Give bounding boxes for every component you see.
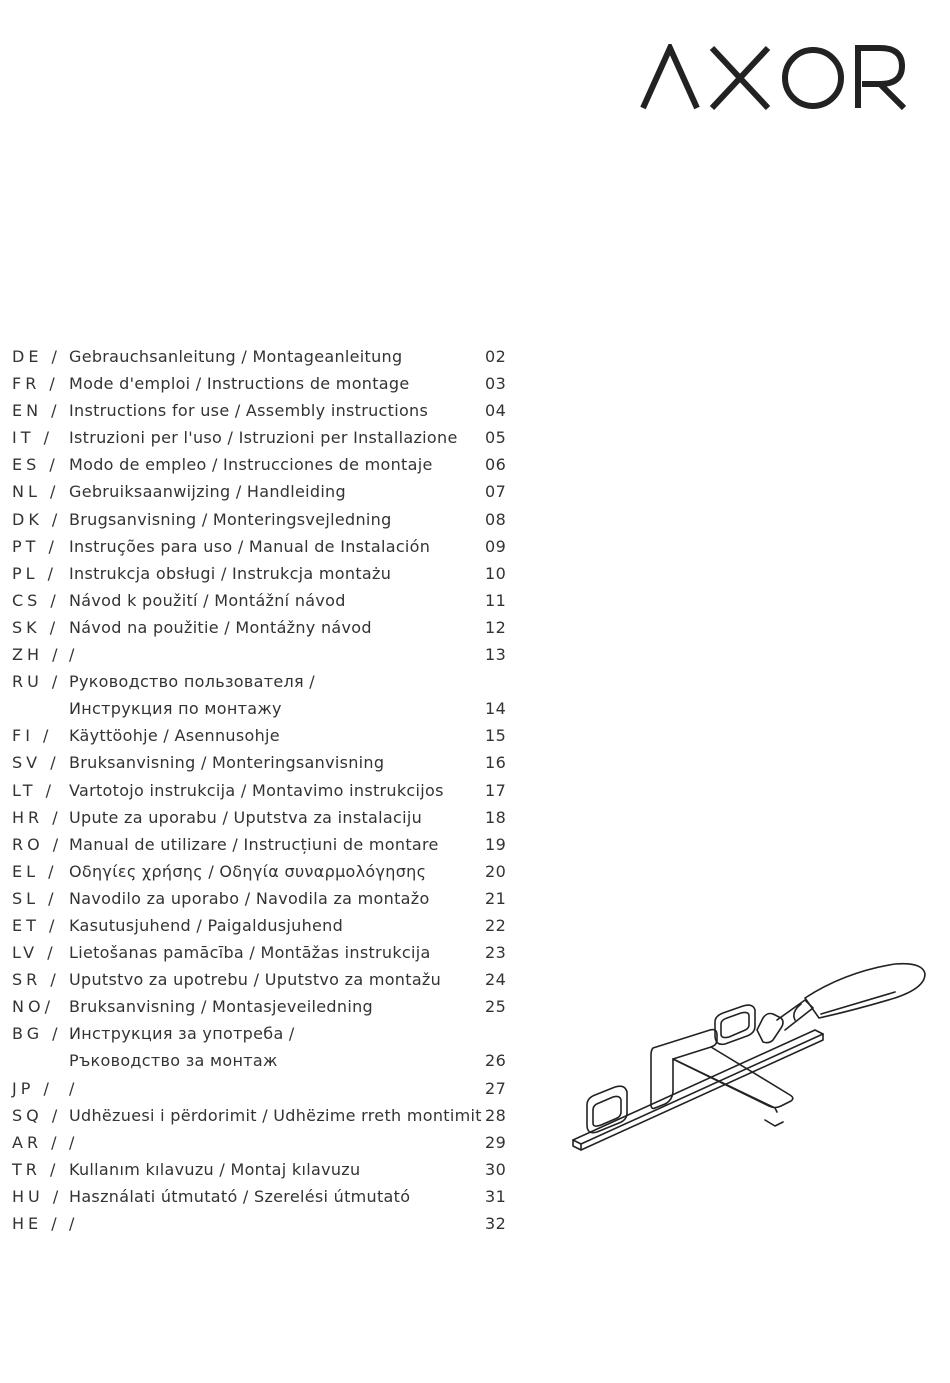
- toc-row: [12, 831, 512, 858]
- language-code: AR /: [12, 1132, 61, 1152]
- language-code: ZH /: [12, 645, 62, 665]
- document-title: Manual de utilizare / Instrucțiuni de montare: [69, 834, 439, 854]
- toc-row: [12, 804, 512, 831]
- toc-row: [12, 858, 512, 885]
- toc-row: [12, 641, 512, 668]
- document-title: Gebruiksaanwijzing / Handleiding: [69, 482, 346, 502]
- toc-row: [12, 912, 512, 939]
- language-code: HR /: [12, 807, 62, 827]
- page-number: 07: [485, 482, 507, 502]
- toc-row: [12, 885, 512, 912]
- language-code: DE /: [12, 347, 61, 366]
- language-code: RO /: [12, 834, 63, 854]
- toc-row: [12, 1102, 512, 1129]
- toc-row: [12, 424, 512, 451]
- toc-row: [12, 614, 512, 641]
- language-code: SK /: [12, 617, 60, 637]
- toc-row: [12, 506, 512, 533]
- language-code: NO/: [12, 997, 54, 1017]
- document-title: Инструкция за употреба /: [69, 1024, 295, 1044]
- page-number: 28: [485, 1105, 507, 1125]
- document-title: Udhëzuesi i përdorimit / Udhëzime rreth montimit: [69, 1105, 482, 1125]
- language-code: JP /: [12, 1078, 53, 1098]
- page-number: 08: [485, 509, 507, 529]
- document-title: Uputstvo za upotrebu / Uputstvo za montažu: [69, 970, 442, 990]
- language-code: RU /: [12, 672, 62, 692]
- document-title: /: [69, 645, 75, 665]
- toc-row: [12, 777, 512, 804]
- page-number: 16: [485, 753, 507, 773]
- document-title: Bruksanvisning / Montasjeveiledning: [69, 997, 373, 1017]
- document-title: Návod na použitie / Montážny návod: [69, 617, 372, 637]
- page-number: 04: [485, 401, 507, 421]
- language-code: SQ /: [12, 1105, 62, 1125]
- page-number: 30: [485, 1159, 507, 1179]
- language-code: HU /: [12, 1186, 63, 1206]
- language-code: TR /: [12, 1159, 60, 1179]
- language-code: IT /: [12, 428, 53, 448]
- page-number: 26: [485, 1051, 507, 1071]
- toc-row: [12, 1047, 512, 1074]
- document-title: Vartotojo instrukcija / Montavimo instrukcijos: [69, 780, 444, 800]
- page-number: 17: [485, 780, 507, 800]
- document-title: Gebrauchsanleitung / Montageanleitung: [69, 347, 403, 366]
- language-code: LT /: [12, 780, 55, 800]
- toc-row: [12, 722, 512, 749]
- document-title: Navodilo za uporabo / Navodila za montažo: [69, 888, 430, 908]
- toc-row: [12, 668, 512, 695]
- page-number: 29: [485, 1132, 507, 1152]
- toc-row: [12, 993, 512, 1020]
- document-title: Mode d'emploi / Instructions de montage: [69, 374, 410, 394]
- document-title: Οδηγίες χρήσης / Οδηγία συναρμολόγησης: [69, 861, 427, 881]
- language-code: CS /: [12, 590, 60, 610]
- language-index: [12, 343, 512, 1237]
- page-number: 22: [485, 915, 507, 935]
- toc-row: [12, 478, 512, 505]
- toc-row: [12, 587, 512, 614]
- axor-logo: [640, 44, 906, 110]
- document-title: Bruksanvisning / Monteringsanvisning: [69, 753, 385, 773]
- language-code: FR /: [12, 374, 59, 394]
- toc-row: [12, 370, 512, 397]
- language-code: FI /: [12, 726, 53, 746]
- page-number: 19: [485, 834, 507, 854]
- document-title: Návod k použití / Montážní návod: [69, 590, 346, 610]
- document-title: Brugsanvisning / Monteringsvejledning: [69, 509, 392, 529]
- document-title: Kullanım kılavuzu / Montaj kılavuzu: [69, 1159, 361, 1179]
- language-code: SR /: [12, 970, 60, 990]
- page-number: 03: [485, 374, 507, 394]
- language-code: SL /: [12, 888, 58, 908]
- faucet-illustration: [565, 960, 935, 1175]
- page-number: 11: [485, 590, 507, 610]
- toc-row: [12, 451, 512, 478]
- page-number: 10: [485, 563, 507, 583]
- language-code: EL /: [12, 861, 58, 881]
- page-number: 05: [485, 428, 507, 448]
- page-number: 23: [485, 943, 507, 963]
- language-code: ES /: [12, 455, 59, 475]
- page-number: 31: [485, 1186, 507, 1206]
- document-title: Kasutusjuhend / Paigaldusjuhend: [69, 915, 344, 935]
- document-title: /: [69, 1214, 75, 1233]
- language-code: ET /: [12, 915, 59, 935]
- page-number: 12: [485, 617, 507, 637]
- toc-row: [12, 343, 512, 370]
- toc-row: [12, 1129, 512, 1156]
- toc-row: [12, 1183, 512, 1210]
- toc-row: [12, 749, 512, 776]
- toc-row: [12, 1210, 512, 1237]
- document-title: Instructions for use / Assembly instructions: [69, 401, 429, 421]
- toc-row: [12, 560, 512, 587]
- page-number: 13: [485, 645, 507, 665]
- document-title: Modo de empleo / Instrucciones de montaje: [69, 455, 433, 475]
- page-number: 09: [485, 536, 507, 556]
- toc-row: [12, 533, 512, 560]
- page-number: 21: [485, 888, 507, 908]
- document-title: Instrukcja obsługi / Instrukcja montażu: [69, 563, 392, 583]
- document-title: Instruções para uso / Manual de Instalación: [69, 536, 431, 556]
- page-number: 25: [485, 997, 507, 1017]
- document-title: Käyttöohje / Asennusohje: [69, 726, 280, 746]
- language-code: BG /: [12, 1024, 62, 1044]
- page-number: 18: [485, 807, 507, 827]
- document-title: Руководство пользователя /: [69, 672, 316, 692]
- toc-row: [12, 939, 512, 966]
- page-number: 27: [485, 1078, 507, 1098]
- language-code: EN /: [12, 401, 61, 421]
- document-title: /: [69, 1078, 75, 1098]
- document-title: Lietošanas pamācība / Montāžas instrukcija: [69, 943, 431, 963]
- toc-row: [12, 966, 512, 993]
- language-code: SV /: [12, 753, 60, 773]
- page-number: 24: [485, 970, 507, 990]
- language-code: PL /: [12, 563, 58, 583]
- page-number: 15: [485, 726, 507, 746]
- toc-row: [12, 397, 512, 424]
- document-title: /: [69, 1132, 75, 1152]
- language-code: PT /: [12, 536, 58, 556]
- page-number: 32: [485, 1214, 507, 1233]
- language-code: DK /: [12, 509, 62, 529]
- document-title: Инструкция по монтажу: [69, 699, 282, 719]
- toc-row: [12, 1075, 512, 1102]
- toc-row: [12, 1156, 512, 1183]
- page-number: 14: [485, 699, 507, 719]
- document-title: Ръководство за монтаж: [69, 1051, 278, 1071]
- language-code: LV /: [12, 943, 57, 963]
- page-number: 02: [485, 347, 507, 366]
- page-number: 06: [485, 455, 507, 475]
- document-title: Használati útmutató / Szerelési útmutató: [69, 1186, 411, 1206]
- toc-row: [12, 1020, 512, 1047]
- document-title: Upute za uporabu / Uputstva za instalaciju: [69, 807, 423, 827]
- language-code: HE /: [12, 1214, 61, 1233]
- language-code: NL /: [12, 482, 60, 502]
- page-number: 20: [485, 861, 507, 881]
- toc-row: [12, 695, 512, 722]
- document-title: Istruzioni per l'uso / Istruzioni per Installazione: [69, 428, 458, 448]
